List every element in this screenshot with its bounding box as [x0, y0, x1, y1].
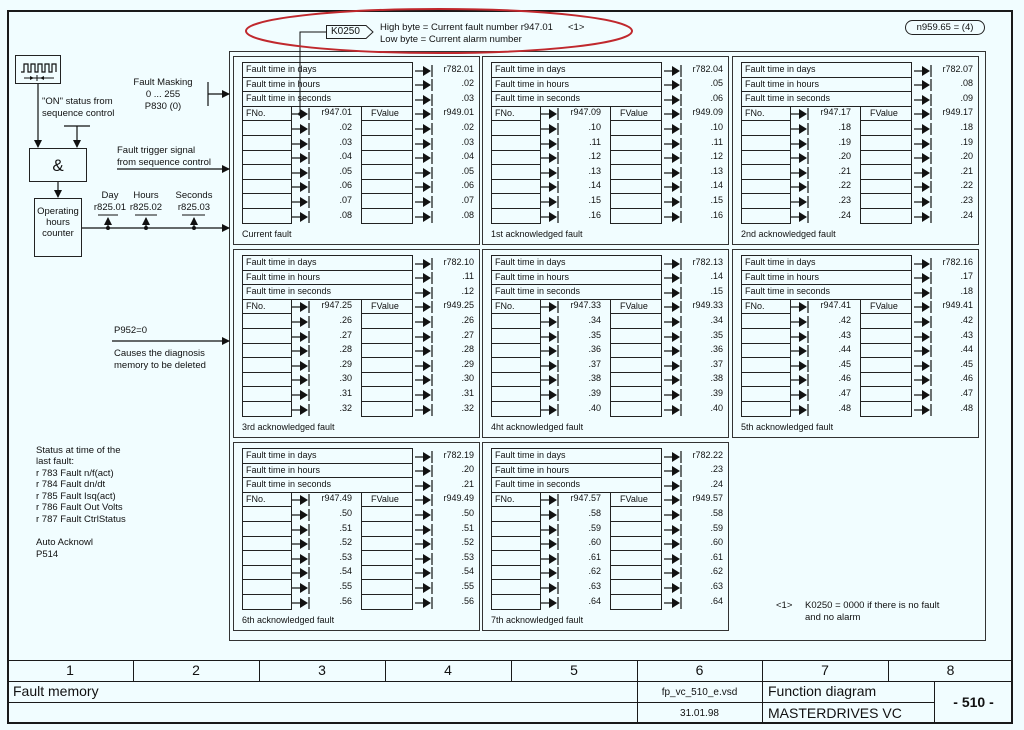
fvalue-param: .42: [960, 314, 973, 325]
fno-param: .52: [339, 537, 352, 548]
fno-param: .58: [588, 507, 601, 518]
fno-param: r947.09: [570, 107, 601, 118]
time-field-label: Fault time in hours: [495, 78, 570, 89]
fvalue-param: .52: [461, 537, 474, 548]
fvalue-param: .40: [710, 402, 723, 413]
fno-param: r947.25: [321, 300, 352, 311]
footnote-marker: <1>: [776, 600, 793, 611]
fno-param: .20: [838, 151, 851, 162]
fvalue-label: FValue: [620, 493, 648, 504]
fno-param: .38: [588, 373, 601, 384]
fvalue-param: .55: [461, 580, 474, 591]
panel-title: 7th acknowledged fault: [491, 615, 584, 625]
fvalue-param: .60: [710, 537, 723, 548]
fvalue-param: .34: [710, 314, 723, 325]
fno-label: FNo.: [745, 300, 765, 311]
fvalue-param: .02: [461, 121, 474, 132]
fno-param: .06: [339, 180, 352, 191]
seconds-param: r825.03: [177, 202, 211, 213]
panel-title: 1st acknowledged fault: [491, 229, 583, 239]
fno-param: .64: [588, 595, 601, 606]
column-number: 5: [570, 662, 578, 678]
diagram-date: 31.01.98: [680, 708, 719, 719]
page-ref-label: n959.65 = (4): [916, 22, 974, 33]
fvalue-param: .58: [710, 507, 723, 518]
fvalue-param: .31: [461, 387, 474, 398]
fvalue-param: .47: [960, 387, 973, 398]
fno-label: FNo.: [246, 107, 266, 118]
fvalue-param: r949.25: [443, 300, 474, 311]
time-param: r782.07: [942, 63, 973, 74]
fault-masking-range: 0 ... 255: [145, 89, 181, 100]
panel-title: 6th acknowledged fault: [242, 615, 335, 625]
time-field-label: Fault time in seconds: [495, 93, 581, 104]
fvalue-param: .46: [960, 373, 973, 384]
fno-param: .36: [588, 344, 601, 355]
status-line: r 784 Fault dn/dt: [36, 479, 106, 490]
fno-param: .26: [339, 314, 352, 325]
doc-type: Function diagram: [768, 683, 877, 699]
column-number: 8: [946, 662, 955, 678]
fvalue-param: .50: [461, 507, 474, 518]
fno-param: .07: [339, 194, 352, 205]
panel-title: 3rd acknowledged fault: [242, 422, 335, 432]
time-field-label: Fault time in days: [495, 64, 566, 74]
fno-param: .53: [339, 551, 352, 562]
fno-param: .12: [588, 151, 601, 162]
fno-label: FNo.: [495, 493, 515, 504]
fvalue-param: .19: [960, 136, 973, 147]
time-param: r782.04: [692, 63, 723, 74]
product-name: MASTERDRIVES VC: [768, 705, 902, 721]
fvalue-param: .14: [710, 180, 723, 191]
fvalue-param: .43: [960, 329, 973, 340]
time-param: .20: [461, 464, 474, 475]
fno-param: .46: [838, 373, 851, 384]
day-param: r825.01: [93, 202, 127, 213]
status-line: r 786 Fault Out Volts: [36, 502, 123, 513]
time-param: .12: [461, 285, 474, 296]
panel-title: Current fault: [242, 229, 292, 239]
fno-label: FNo.: [495, 300, 515, 311]
footnote-line2: and no alarm: [805, 612, 861, 623]
fno-param: .30: [339, 373, 352, 384]
fno-param: .19: [838, 136, 851, 147]
column-number: 4: [444, 662, 452, 678]
fno-param: .39: [588, 387, 601, 398]
time-field-label: Fault time in hours: [495, 464, 570, 475]
fno-param: .35: [588, 329, 601, 340]
on-status-line1: "ON" status from: [42, 96, 113, 107]
fvalue-param: .64: [710, 595, 723, 606]
page-number: - 510 -: [953, 694, 994, 710]
fault-masking-label: Fault Masking: [133, 77, 193, 88]
fvalue-label: FValue: [371, 107, 399, 118]
fno-param: .40: [588, 402, 601, 413]
fno-param: r947.41: [820, 300, 851, 311]
column-number: 3: [318, 662, 326, 678]
fvalue-param: .59: [710, 522, 723, 533]
column-number: 6: [695, 662, 704, 678]
delete-param: P952=0: [114, 325, 148, 336]
fvalue-param: .20: [960, 151, 973, 162]
column-number: 2: [192, 662, 200, 678]
fvalue-param: .35: [710, 329, 723, 340]
fno-param: .61: [588, 551, 601, 562]
fno-param: .42: [838, 314, 851, 325]
fno-param: .11: [589, 136, 601, 147]
time-param: r782.16: [942, 256, 973, 267]
time-field-label: Fault time in days: [495, 257, 566, 267]
fno-param: .27: [339, 329, 352, 340]
time-field-label: Fault time in seconds: [246, 286, 332, 297]
time-param: .24: [710, 478, 723, 489]
fvalue-param: .44: [960, 344, 973, 355]
fvalue-param: r949.09: [692, 107, 723, 118]
fvalue-param: .12: [710, 151, 723, 162]
panel-title: 2nd acknowledged fault: [741, 229, 836, 239]
fno-param: .28: [339, 344, 352, 355]
fno-param: .03: [339, 136, 352, 147]
panel-title: 4ht acknowledged fault: [491, 422, 584, 432]
counter-line1: Operating: [37, 206, 79, 217]
time-field-label: Fault time in seconds: [495, 286, 581, 297]
auto-ack-label: Auto Acknowl: [36, 537, 94, 548]
fno-param: .51: [339, 522, 352, 533]
time-field-label: Fault time in hours: [495, 271, 570, 282]
fno-param: .60: [588, 537, 601, 548]
fvalue-label: FValue: [371, 493, 399, 504]
status-line: Status at time of the: [36, 445, 121, 456]
fvalue-param: .03: [461, 136, 474, 147]
fno-param: .48: [838, 402, 851, 413]
fno-param: .45: [838, 358, 851, 369]
hours-label: Hours: [133, 190, 159, 201]
fno-param: .44: [838, 344, 851, 355]
time-param: r782.22: [692, 449, 723, 460]
fno-param: .16: [588, 209, 601, 220]
fvalue-param: .27: [461, 329, 474, 340]
time-param: .08: [960, 78, 973, 89]
fno-param: .54: [339, 566, 352, 577]
file-name: fp_vc_510_e.vsd: [661, 687, 738, 698]
fno-label: FNo.: [246, 493, 266, 504]
time-field-label: Fault time in seconds: [745, 286, 831, 297]
time-field-label: Fault time in days: [246, 257, 317, 267]
fvalue-param: r949.57: [692, 493, 723, 504]
fno-param: .32: [339, 402, 352, 413]
fno-param: .63: [588, 580, 601, 591]
time-field-label: Fault time in days: [745, 64, 816, 74]
fvalue-param: .38: [710, 373, 723, 384]
time-param: .18: [960, 285, 973, 296]
fno-param: .62: [588, 566, 601, 577]
fno-param: .05: [339, 165, 352, 176]
fvalue-param: .23: [960, 194, 973, 205]
fno-param: .08: [339, 209, 352, 220]
footnote-line1: K0250 = 0000 if there is no fault: [805, 600, 940, 611]
fno-param: .13: [588, 165, 601, 176]
auto-ack-param: P514: [36, 549, 59, 560]
counter-line3: counter: [42, 228, 74, 239]
seconds-label: Seconds: [175, 190, 213, 201]
fvalue-param: .30: [461, 373, 474, 384]
time-param: .15: [710, 285, 723, 296]
on-status-line2: sequence control: [42, 108, 115, 119]
fault-trigger-line2: from sequence control: [117, 157, 211, 168]
fno-param: .55: [339, 580, 352, 591]
time-param: r782.19: [443, 449, 474, 460]
fvalue-param: .54: [461, 566, 474, 577]
sheet-title: Fault memory: [13, 683, 99, 699]
fvalue-param: .06: [461, 180, 474, 191]
fno-param: .18: [838, 121, 851, 132]
fno-param: .23: [838, 194, 851, 205]
fno-param: r947.57: [570, 493, 601, 504]
highlight-ellipse: [246, 9, 632, 53]
fno-param: .02: [339, 121, 352, 132]
fvalue-param: .39: [710, 387, 723, 398]
fno-param: .24: [838, 209, 851, 220]
fvalue-param: .05: [461, 165, 474, 176]
fvalue-label: FValue: [870, 107, 898, 118]
time-field-label: Fault time in hours: [246, 78, 321, 89]
fvalue-label: FValue: [620, 300, 648, 311]
column-number: 7: [821, 662, 829, 678]
fno-label: FNo.: [495, 107, 515, 118]
time-field-label: Fault time in hours: [745, 271, 820, 282]
time-param: r782.13: [692, 256, 723, 267]
fvalue-param: .24: [960, 209, 973, 220]
status-line: r 787 Fault CtrlStatus: [36, 514, 126, 525]
time-field-label: Fault time in seconds: [495, 479, 581, 490]
high-byte-text: High byte = Current fault number r947.01: [380, 22, 553, 33]
time-param: .02: [461, 78, 474, 89]
time-field-label: Fault time in days: [495, 450, 566, 460]
status-line: r 785 Fault Isq(act): [36, 491, 116, 502]
delete-desc-line2: memory to be deleted: [114, 360, 206, 371]
fvalue-param: .13: [710, 165, 723, 176]
fvalue-param: .53: [461, 551, 474, 562]
fvalue-param: r949.17: [942, 107, 973, 118]
fault-trigger-line1: Fault trigger signal: [117, 145, 196, 156]
time-field-label: Fault time in days: [246, 64, 317, 74]
fno-param: r947.33: [570, 300, 601, 311]
time-field-label: Fault time in seconds: [246, 479, 332, 490]
column-number: 1: [66, 662, 74, 678]
time-field-label: Fault time in days: [246, 450, 317, 460]
fvalue-param: .29: [461, 358, 474, 369]
hours-param: r825.02: [129, 202, 163, 213]
panel-title: 5th acknowledged fault: [741, 422, 834, 432]
fno-param: .31: [339, 387, 352, 398]
time-param: .05: [710, 78, 723, 89]
time-field-label: Fault time in days: [745, 257, 816, 267]
time-field-label: Fault time in hours: [246, 464, 321, 475]
fno-label: FNo.: [745, 107, 765, 118]
time-param: .03: [461, 92, 474, 103]
fvalue-param: .18: [960, 121, 973, 132]
time-param: .21: [461, 478, 474, 489]
fvalue-label: FValue: [870, 300, 898, 311]
fvalue-param: .37: [710, 358, 723, 369]
delete-desc-line1: Causes the diagnosis: [114, 348, 205, 359]
fvalue-param: .22: [960, 180, 973, 191]
time-param: .14: [710, 271, 723, 282]
status-line: last fault:: [36, 456, 75, 467]
time-param: .11: [462, 271, 474, 282]
fno-param: .50: [339, 507, 352, 518]
fno-param: .14: [588, 180, 601, 191]
fvalue-param: .07: [461, 194, 474, 205]
fno-param: .43: [838, 329, 851, 340]
fno-param: .04: [339, 151, 352, 162]
fvalue-label: FValue: [620, 107, 648, 118]
fno-param: .10: [588, 121, 601, 132]
fvalue-param: .63: [710, 580, 723, 591]
fno-param: .34: [588, 314, 601, 325]
fvalue-param: r949.49: [443, 493, 474, 504]
fno-param: .56: [339, 595, 352, 606]
time-param: r782.10: [443, 256, 474, 267]
counter-line2: hours: [46, 217, 70, 228]
and-gate-symbol: &: [52, 156, 64, 175]
fvalue-param: r949.33: [692, 300, 723, 311]
time-field-label: Fault time in seconds: [745, 93, 831, 104]
k0250-label: K0250: [331, 26, 360, 37]
footnote-ref: <1>: [568, 22, 585, 33]
fno-label: FNo.: [246, 300, 266, 311]
fno-param: .59: [588, 522, 601, 533]
fno-param: .22: [838, 180, 851, 191]
time-field-label: Fault time in seconds: [246, 93, 332, 104]
low-byte-text: Low byte = Current alarm number: [380, 34, 522, 45]
fno-param: r947.01: [321, 107, 352, 118]
fvalue-param: .16: [710, 209, 723, 220]
day-label: Day: [101, 190, 119, 201]
fno-param: r947.17: [820, 107, 851, 118]
fvalue-param: .28: [461, 344, 474, 355]
fvalue-param: .62: [710, 566, 723, 577]
fvalue-param: .08: [461, 209, 474, 220]
time-param: r782.01: [443, 63, 474, 74]
fvalue-param: .15: [710, 194, 723, 205]
fault-masking-param: P830 (0): [144, 101, 182, 112]
fvalue-param: r949.41: [942, 300, 973, 311]
status-line: r 783 Fault n/f(act): [36, 468, 114, 479]
fvalue-param: .32: [461, 402, 474, 413]
time-param: .06: [710, 92, 723, 103]
fvalue-param: .36: [710, 344, 723, 355]
fvalue-param: .26: [461, 314, 474, 325]
fvalue-param: .04: [461, 151, 474, 162]
fno-param: .37: [588, 358, 601, 369]
fno-param: .15: [588, 194, 601, 205]
time-param: .23: [710, 464, 723, 475]
fvalue-param: .61: [710, 551, 723, 562]
fno-param: .21: [838, 165, 851, 176]
fno-param: .29: [339, 358, 352, 369]
fvalue-param: .56: [461, 595, 474, 606]
time-param: .17: [960, 271, 973, 282]
title-block: [7, 660, 1013, 724]
time-param: .09: [960, 92, 973, 103]
time-field-label: Fault time in hours: [246, 271, 321, 282]
fvalue-param: .48: [960, 402, 973, 413]
fno-param: r947.49: [321, 493, 352, 504]
time-field-label: Fault time in hours: [745, 78, 820, 89]
fvalue-param: .51: [461, 522, 474, 533]
fvalue-param: .45: [960, 358, 973, 369]
fvalue-param: .11: [711, 136, 723, 147]
fvalue-label: FValue: [371, 300, 399, 311]
fvalue-param: r949.01: [443, 107, 474, 118]
fvalue-param: .10: [710, 121, 723, 132]
fvalue-param: .21: [960, 165, 973, 176]
fno-param: .47: [838, 387, 851, 398]
